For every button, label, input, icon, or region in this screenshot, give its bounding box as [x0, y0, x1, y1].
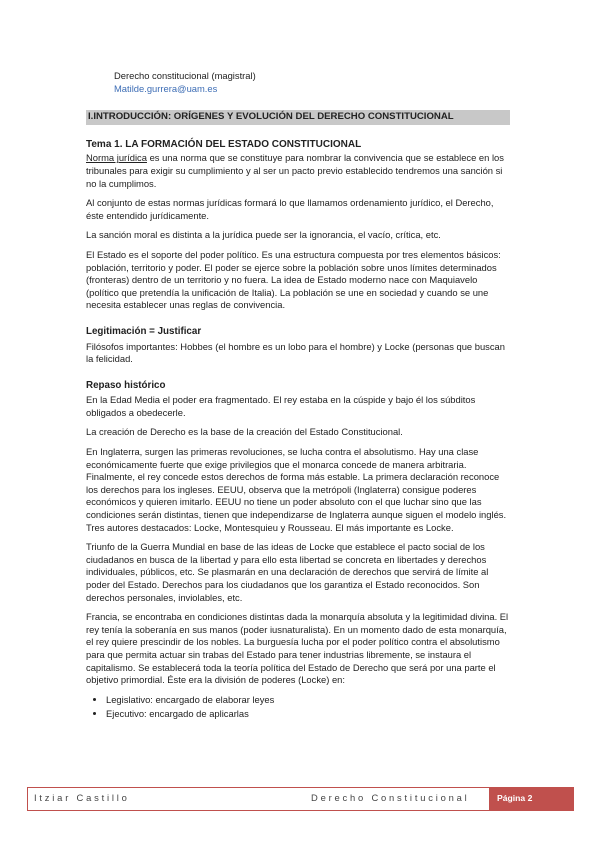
email-link[interactable]: Matilde.gurrera@uam.es [114, 82, 218, 94]
page-number-badge [489, 788, 573, 810]
section-heading-repaso: Repaso histórico [86, 379, 166, 391]
paragraph: La sanción moral es distinta a la jurídica puede ser la ignorancia, el vacío, crítica, etc. [86, 229, 441, 241]
paragraph: La creación de Derecho es la base de la creación del Estado Constitucional. [86, 426, 403, 438]
paragraph: El Estado es el soporte del poder político. Es una estructura compuesta por tres elementos básicos: población, territorio y poder. El poder se ejerce sobre la población sobre unos límites determinados (fronteras) dentro de un territorio y no fuera. La idea de Estado moderno nace con Maquiavelo (político que pretendía la unificación de Italia). La población se une en sociedad y cuando se une necesita establecer unas reglas de convivencia. [86, 248, 501, 311]
intro-text: es una norma que se constituye para nombrar la convivencia que se establece en los tribunales para exigir su cumplimiento y al ser un pacto previo establecido tendremos una sanción si no la cumplimos. [86, 152, 504, 189]
bullet-list [86, 694, 512, 721]
footer-subject: Derecho Constitucional [311, 792, 470, 803]
term-norma-juridica: Norma jurídica [86, 152, 147, 164]
list-item: • Ejecutivo: encargado de aplicarlas [106, 708, 512, 721]
paragraph: En Inglaterra, surgen las primeras revoluciones, se lucha contra el absolutismo. Hay una clase económicamente fuerte que exige privilegios que el monarca concede de manera arbitraria. Finalmente, el rey concede estos derechos de forma más estable. La primera declaración reconoce los derechos para los ingleses. EEUU, observa que la metrópoli (Inglaterra) consigue poderes económicos y quieren imitarlo. EEUU no tiene un poder absoluto con el que luchar sino que las condiciones serán distintas, tienen que independizarse de Inglaterra aunque siguen el modelo inglés. Tres autores destacados: Locke, Montesquieu y Rousseau. El más importante es Locke. [86, 446, 507, 533]
intro-paragraph [86, 152, 512, 190]
page-footer [27, 787, 574, 811]
course-header: Derecho constitucional (magistral) [114, 70, 256, 81]
page-content [86, 70, 512, 723]
list-item: • Legislativo: encargado de elaborar leyes [106, 694, 512, 707]
section-heading-legitimacion: Legitimación = Justificar [86, 325, 202, 337]
tema-title: Tema 1. LA FORMACIÓN DEL ESTADO CONSTITUCIONAL [86, 138, 362, 150]
paragraph: En la Edad Media el poder era fragmentado. El rey estaba en la cúspide y bajo él los súbditos obligados a obedecerle. [86, 394, 476, 418]
part-title: I.INTRODUCCIÓN: ORÍGENES Y EVOLUCIÓN DEL DERECHO CONSTITUCIONAL [86, 110, 510, 125]
paragraph: Triunfo de la Guerra Mundial en base de las ideas de Locke que establece el pacto social de los ciudadanos en busca de la libertad y para ello esta libertad se concreta en libertades y derechos individuales, públicos, etc. Se plasmarán en una declaración de derechos que servirá de límite al poder del Estado. Derechos para los ciudadanos que los garantiza el Estado reconocidos. Son derechos personales, inviolables, etc. [86, 541, 489, 603]
page-number: Página 2 [497, 793, 533, 803]
paragraph: Filósofos importantes: Hobbes (el hombre es un lobo para el hombre) y Locke (personas que buscan la felicidad. [86, 340, 505, 365]
paragraph: Francia, se encontraba en condiciones distintas dada la monarquía absoluta y la legitimidad divina. El rey tenía la soberanía en sus manos (poder iusnaturalista). En un momento dado de esta monarquía, el rey quiere prescindir de los nobles. La burguesía lucha por el poder político contra el absolutismo para que permita actuar sin trabas del Estado para tener industrias libremente, se instaura el capitalismo. Se establecerá toda la teoría política del Estado de Derecho que será por una parte el objetivo primordial. Éste era la división de poderes (Locke) en: [86, 611, 509, 686]
footer-author: Itziar Castillo [34, 792, 130, 803]
paragraph: Al conjunto de estas normas jurídicas formará lo que llamamos ordenamiento jurídico, el Derecho, éste entendido jurídicamente. [86, 197, 494, 221]
